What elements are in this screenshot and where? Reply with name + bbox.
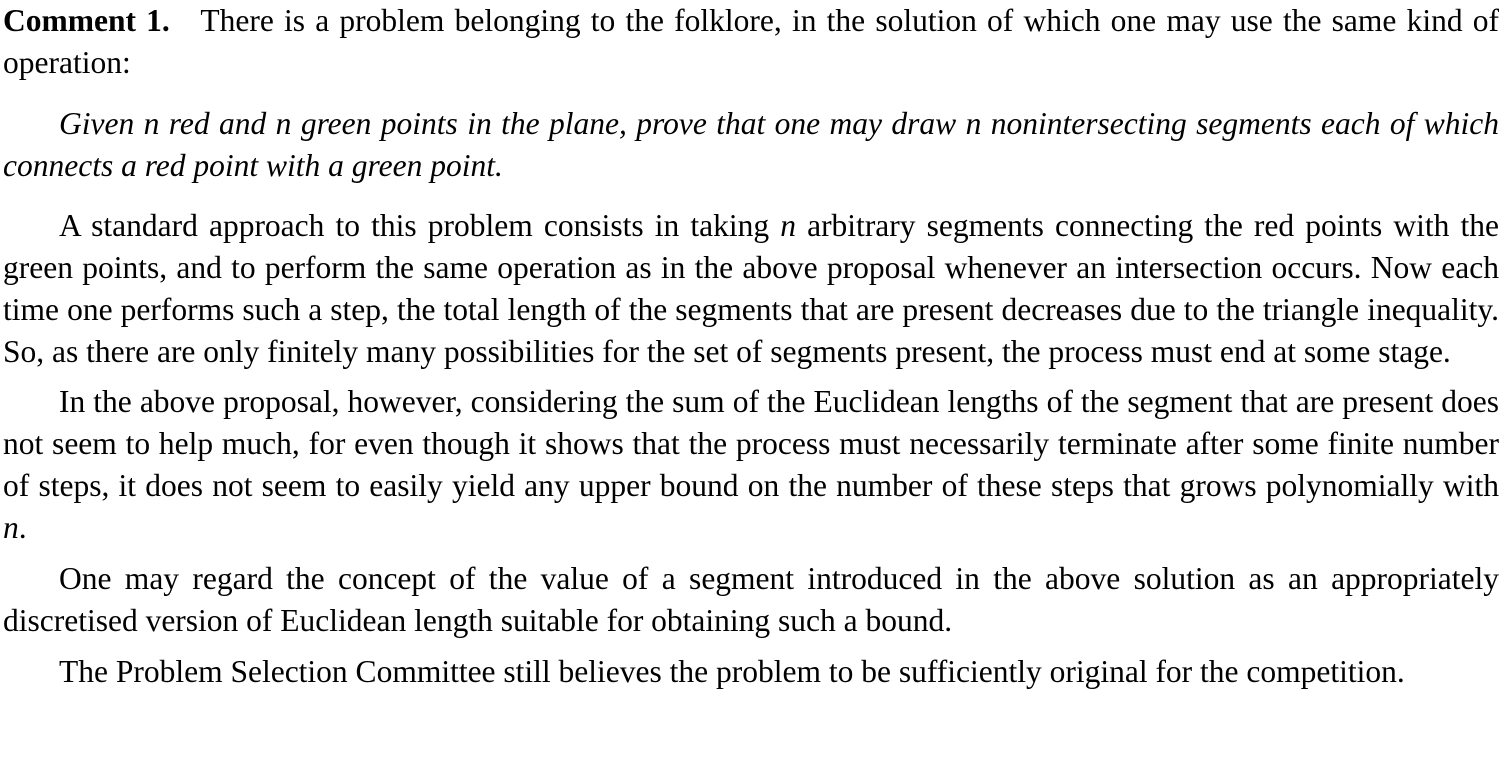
comment-paragraph: [3, 0, 1499, 84]
quote-text-3: green points in the plane, prove that one may draw: [291, 106, 966, 141]
quote-text-1: Given: [59, 106, 144, 141]
quote-text-2: red and: [159, 106, 276, 141]
p1-text-a: A standard approach to this problem consists in taking: [59, 208, 781, 243]
math-n: n: [780, 208, 796, 243]
comment-text: There is a problem belonging to the folklore, in the solution of which one may use the same kind of operation:: [3, 3, 1500, 80]
paragraph-standard-approach: [3, 205, 1499, 373]
paragraph-committee-note: The Problem Selection Committee still believes the problem to be sufficiently original for the competition.: [59, 654, 1405, 689]
p2-text-b: .: [18, 510, 27, 545]
quote-text-4: nonintersecting segments each of which connects a red point with a green point.: [3, 106, 1500, 183]
paragraph-euclidean-lengths: [3, 381, 1499, 549]
p2-text-a: In the above proposal, however, considering the sum of the Euclidean lengths of the segment that are present does not seem to help much, for even though it shows that the process must necessarily terminate after some finite number of steps, it does not seem to easily yield any upper bound on the number of these steps that grows polynomially with: [3, 384, 1499, 503]
p1-text-b: arbitrary segments connecting the red points with the green points, and to perform the same operation as in the above proposal whenever an intersection occurs. Now each time one performs such a step, the total length of the segments that are present decreases due to the triangle inequality. So, as there are only finitely many possibilities for the set of segments present, the process must end at some stage.: [3, 208, 1499, 369]
document-page: [3, 0, 1499, 693]
problem-statement: [3, 103, 1499, 187]
math-n: n: [3, 510, 19, 545]
math-n: n: [275, 106, 292, 141]
paragraph-segment-value: One may regard the concept of the value of a segment introduced in the above solution as an appropriately discretised version of Euclidean length suitable for obtaining such a bound.: [3, 561, 1499, 638]
math-n: n: [965, 106, 982, 141]
comment-label: Comment 1.: [3, 3, 170, 38]
math-n: n: [143, 106, 160, 141]
